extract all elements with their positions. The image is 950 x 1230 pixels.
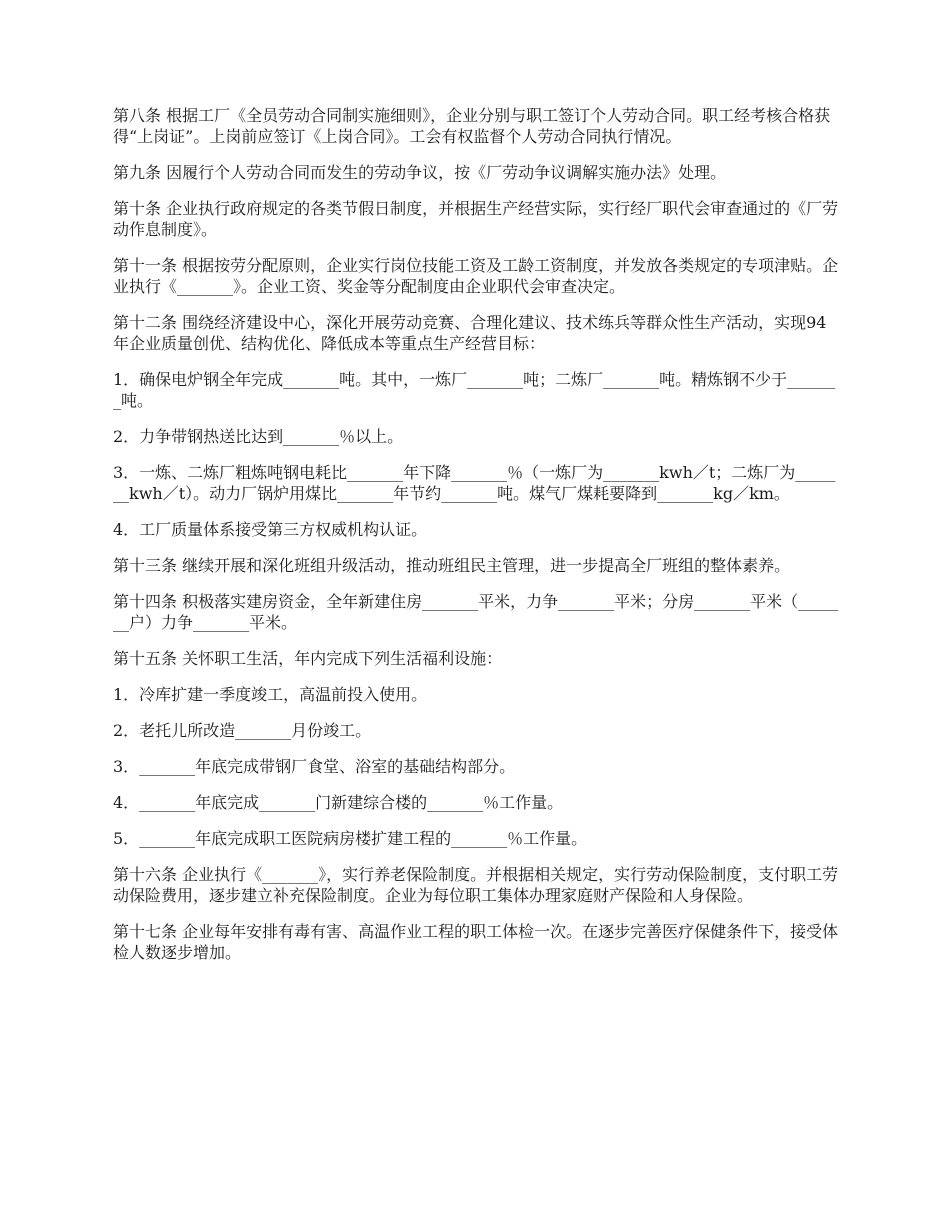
article-15: 第十五条 关怀职工生活，年内完成下列生活福利设施： (113, 649, 503, 668)
article-8: 第八条 根据工厂《全员劳动合同制实施细则》，企业分别与职工签订个人劳动合同。职工经考核合格获得“上岗证”。上岗前应签订《上岗合同》。工会有权监督个人劳动合同执行情况。 (113, 106, 831, 146)
document-body (113, 105, 840, 978)
article-12-item-1: 1．确保电炉钢全年完成_______吨。其中，一炼厂_______吨；二炼厂_______吨。精炼钢不少于_______吨。 (113, 370, 836, 410)
article-12-item-4: 4．工厂质量体系接受第三方权威机构认证。 (113, 520, 428, 539)
article-16: 第十六条 企业执行《_______》，实行养老保险制度。并根据相关规定，实行劳动保险制度，支付职工劳动保险费用，逐步建立补充保险制度。企业为每位职工集体办理家庭财产保险和人身保险。 (113, 865, 839, 905)
article-15-item-3: 3．_______年底完成带钢厂食堂、浴室的基础结构部分。 (113, 757, 516, 776)
article-13: 第十三条 继续开展和深化班组升级活动，推动班组民主管理，进一步提高全厂班组的整体素养。 (113, 556, 791, 575)
article-9: 第九条 因履行个人劳动合同而发生的劳动争议，按《厂劳动争议调解实施办法》处理。 (113, 163, 727, 182)
article-15-item-5: 5．_______年底完成职工医院病房楼扩建工程的_______％工作量。 (113, 829, 588, 848)
article-15-item-2: 2．老托儿所改造_______月份竣工。 (113, 721, 372, 740)
article-12: 第十二条 围绕经济建设中心，深化开展劳动竞赛、合理化建议、技术练兵等群众性生产活动，实现94年企业质量创优、结构优化、降低成本等重点生产经营目标： (113, 313, 827, 353)
article-12-item-3: 3．一炼、二炼厂粗炼吨钢电耗比_______年下降_______％（一炼厂为_______kwh／t；二炼厂为_______kwh／t）。动力厂锅炉用煤比_______年节约_______吨。煤气厂煤耗要降到_______kg／km。 (113, 463, 836, 503)
article-10: 第十条 企业执行政府规定的各类节假日制度，并根据生产经营实际，实行经厂职代会审查通过的《厂劳动作息制度》。 (113, 199, 839, 239)
article-11: 第十一条 根据按劳分配原则，企业实行岗位技能工资及工龄工资制度，并发放各类规定的专项津贴。企业执行《_______》。企业工资、奖金等分配制度由企业职代会审查决定。 (113, 256, 839, 296)
article-14: 第十四条 积极落实建房资金，全年新建住房_______平米，力争_______平米；分房_______平米（_______户）力争_______平米。 (113, 592, 839, 632)
article-15-item-1: 1．冷库扩建一季度竣工，高温前投入使用。 (113, 685, 428, 704)
article-17: 第十七条 企业每年安排有毒有害、高温作业工程的职工体检一次。在逐步完善医疗保健条件下，接受体检人数逐步增加。 (113, 922, 839, 962)
article-15-item-4: 4．_______年底完成_______门新建综合楼的_______％工作量。 (113, 793, 564, 812)
article-12-item-2: 2．力争带钢热送比达到_______％以上。 (113, 427, 404, 446)
